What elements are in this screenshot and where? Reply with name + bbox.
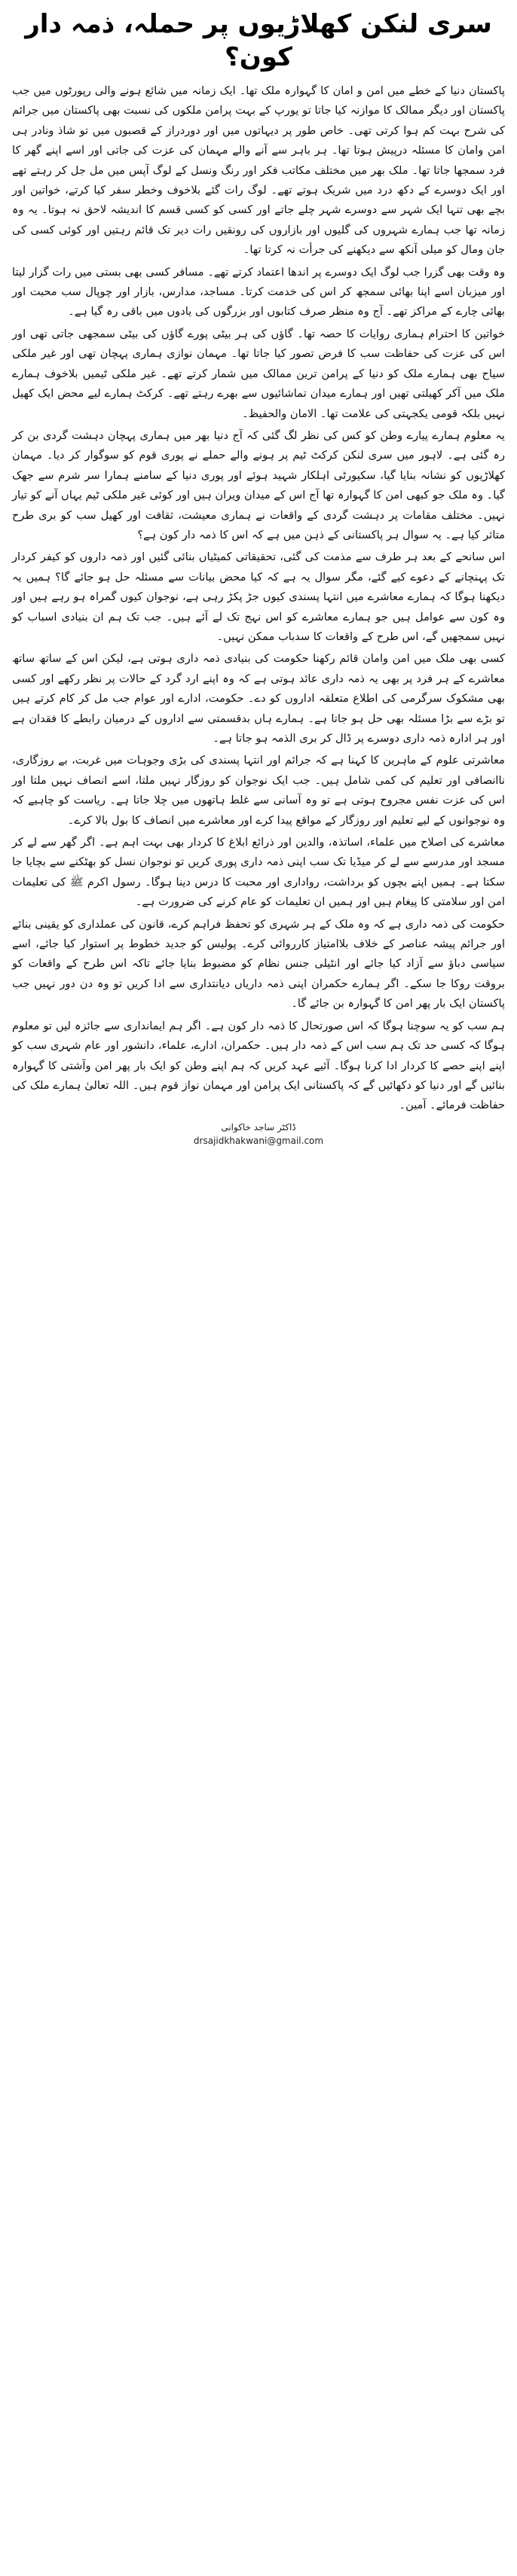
author-email: drsajidkhakwani@gmail.com <box>193 1135 324 1146</box>
article-body <box>12 81 505 1116</box>
article-paragraph: یہ معلوم ہمارے پیارے وطن کو کس کی نظر لگ گئی کہ آج دنیا بھر میں ہماری پہچان دہشت گردی بن کر رہ گئی ہے۔ لاہور میں سری لنکن کرکٹ ٹیم پر ہونے والے حملے نے پوری قوم کو سوگوار کر دیا۔ مہمان کھلاڑیوں کو نشانہ بنایا گیا، سکیورٹی اہلکار شہید ہوئے اور پوری دنیا کے سامنے ہمارا سر شرم سے جھک گیا۔ وہ ملک جو کبھی امن کا گہوارہ تھا آج اس کے میدان ویران ہیں اور کوئی غیر ملکی ٹیم یہاں آنے کو تیار نہیں۔ مختلف مقامات پر دہشت گردی کے واقعات نے ہماری معیشت، ثقافت اور کھیل سب کو بری طرح متاثر کیا ہے۔ یہ سوال ہر پاکستانی کے ذہن میں ہے کہ اس کا ذمہ دار کون ہے؟ <box>12 428 505 541</box>
article-paragraph: اس سانحے کے بعد ہر طرف سے مذمت کی گئی، تحقیقاتی کمیٹیاں بنائی گئیں اور ذمہ داروں کو کیفر کردار تک پہنچانے کے دعوے کیے گئے، مگر سوال یہ ہے کہ کیا محض بیانات سے مسئلہ حل ہو جائے گا؟ ہمیں یہ دیکھنا ہوگا کہ ہمارے معاشرے میں انتہا پسندی کیوں جڑ پکڑ رہی ہے، نوجوان کیوں گمراہ ہو رہے ہیں اور وہ کون سے عوامل ہیں جو ہمارے معاشرے کو اس نہج تک لے آئے ہیں۔ جب تک ہم ان بنیادی اسباب کو نہیں سمجھیں گے، اس طرح کے واقعات کا سدباب ممکن نہیں۔ <box>12 550 505 643</box>
article-paragraph: خواتین کا احترام ہماری روایات کا حصہ تھا۔ گاؤں کی ہر بیٹی پورے گاؤں کی بیٹی سمجھی جاتی تھی اور اس کی عزت کی حفاظت سب کا فرض تصور کیا جاتا تھا۔ مہمان نوازی ہماری پہچان تھی اور غیر ملکی سیاح بھی ہمارے ملک کو دنیا کے پرامن ترین ممالک میں شمار کرتے تھے۔ غیر ملکی ٹیمیں بلاخوف ہمارے ملک میں آکر کھیلتی تھیں اور ہمارے میدان تماشائیوں سے بھرے رہتے تھے۔ کرکٹ ہمارے لیے محض ایک کھیل نہیں بلکہ قومی یکجہتی کی علامت تھا۔ الامان والحفیظ۔ <box>12 327 505 420</box>
article-paragraph: حکومت کی ذمہ داری ہے کہ وہ ملک کے ہر شہری کو تحفظ فراہم کرے، قانون کی عملداری کو یقینی بنائے اور جرائم پیشہ عناصر کے خلاف بلاامتیاز کارروائی کرے۔ پولیس کو جدید خطوط پر استوار کیا جائے، اسے سیاسی دباؤ سے آزاد کیا جائے اور انٹیلی جنس نظام کو مضبوط بنایا جائے تاکہ اس طرح کے واقعات کو بروقت روکا جا سکے۔ اگر ہمارے حکمران اپنی ذمہ داریاں دیانتداری سے ادا کریں تو وہ دن دور نہیں جب پاکستان ایک بار پھر امن کا گہوارہ بن جائے گا۔ <box>12 917 505 1011</box>
author-byline: ڈاکٹر ساجد خاکوانی <box>221 1121 296 1133</box>
article-paragraph: معاشرتی علوم کے ماہرین کا کہنا ہے کہ جرائم اور انتہا پسندی کی بڑی وجوہات میں غربت، بے روزگاری، ناانصافی اور تعلیم کی کمی شامل ہیں۔ جب ایک نوجوان کو روزگار نہیں ملتا، اسے انصاف نہیں ملتا اور اس کی عزت نفس مجروح ہوتی ہے تو وہ آسانی سے غلط ہاتھوں میں چلا جاتا ہے۔ ریاست کو چاہیے کہ وہ نوجوانوں کے لیے تعلیم اور روزگار کے مواقع پیدا کرے اور معاشرے میں انصاف کا بول بالا کرے۔ <box>12 754 505 827</box>
article-paragraph: معاشرے کی اصلاح میں علماء، اساتذہ، والدین اور ذرائع ابلاغ کا کردار بھی بہت اہم ہے۔ اگر گھر سے لے کر مسجد اور مدرسے سے لے کر میڈیا تک سب اپنی ذمہ داری پوری کریں تو نوجوان نسل کو بھٹکنے سے بچایا جا سکتا ہے۔ ہمیں اپنے بچوں کو برداشت، رواداری اور محبت کا درس دینا ہوگا۔ رسول اکرم ﷺ کی تعلیمات امن اور سلامتی کا پیغام ہیں اور ہمیں ان تعلیمات کو عام کرنے کی ضرورت ہے۔ <box>12 836 505 909</box>
article-paragraph: وہ وقت بھی گزرا جب لوگ ایک دوسرے پر اندھا اعتماد کرتے تھے۔ مسافر کسی بھی بستی میں رات گزار لیتا اور میزبان اسے اپنا بھائی سمجھ کر اس کی خدمت کرتا۔ مساجد، مدارس، بازار اور چوپال سب محبت اور بھائی چارے کے مراکز تھے۔ آج وہ منظر صرف کتابوں اور بزرگوں کی یادوں میں باقی رہ گیا ہے۔ <box>12 265 505 319</box>
article-paragraph: کسی بھی ملک میں امن وامان قائم رکھنا حکومت کی بنیادی ذمہ داری ہوتی ہے، لیکن اس کے ساتھ ساتھ معاشرے کے ہر فرد پر بھی یہ ذمہ داری عائد ہوتی ہے کہ وہ اپنے ارد گرد کے حالات پر نظر رکھے اور کسی بھی مشکوک سرگرمی کی اطلاع متعلقہ اداروں کو دے۔ حکومت، ادارے اور عوام جب مل کر کام کرتے ہیں تو بڑے سے بڑا مسئلہ بھی حل ہو جاتا ہے۔ ہمارے ہاں بدقسمتی سے اداروں کے درمیان رابطے کا فقدان ہے اور ہر ادارہ ذمہ داری دوسرے پر ڈال کر بری الذمہ ہو جاتا ہے۔ <box>12 652 505 745</box>
article-paragraph: ہم سب کو یہ سوچنا ہوگا کہ اس صورتحال کا ذمہ دار کون ہے۔ اگر ہم ایمانداری سے جائزہ لیں تو معلوم ہوگا کہ کسی حد تک ہم سب اس کے ذمہ دار ہیں۔ حکمران، ادارے، علماء، دانشور اور عام شہری سب کو اپنے اپنے حصے کا کردار ادا کرنا ہوگا۔ آئیے عہد کریں کہ ہم اپنے وطن کو ایک بار پھر امن وآشتی کا گہوارہ بنائیں گے اور دنیا کو دکھائیں گے کہ پاکستانی ایک پرامن اور مہمان نواز قوم ہیں۔ اللہ تعالیٰ ہمارے ملک کی حفاظت فرمائے۔ آمین۔ <box>12 1019 505 1112</box>
article-paragraph: پاکستان دنیا کے خطے میں امن و امان کا گہوارہ ملک تھا۔ ایک زمانہ میں شائع ہونے والی رپورٹوں میں جب پاکستان اور دیگر ممالک کا موازنہ کیا جاتا تو یورپ کے بہت پرامن ملکوں کی نسبت بھی پاکستان میں جرائم کی شرح بہت کم ہوا کرتی تھی۔ خاص طور پر دیہاتوں میں اور دوردراز کے قصبوں میں تو شاذ ونادر ہی امن وامان کا مسئلہ درپیش ہوتا تھا۔ ہر باہر سے آنے والے مہمان کی عزت کی جاتی اور اسے اپنے گھر کا فرد سمجھا جاتا تھا۔ ملک بھر میں مختلف مکاتب فکر اور رنگ ونسل کے لوگ آپس میں مل جل کر رہتے تھے اور ایک دوسرے کے دکھ درد میں شریک ہوتے تھے۔ لوگ رات گئے بلاخوف وخطر سفر کیا کرتے، خواتین اور بچے بھی تنہا ایک شہر سے دوسرے شہر چلے جاتے اور کسی کو کسی قسم کا اندیشہ لاحق نہ ہوتا۔ یہ وہ زمانہ تھا جب ہمارے شہروں کی گلیوں اور بازاروں کی رونقیں رات دیر تک قائم رہتیں اور کوئی کسی کی جان ومال کو میلی آنکھ سے دیکھنے کی جرأت نہ کرتا تھا۔ <box>12 84 505 257</box>
article-headline: سری لنکن کھلاڑیوں پر حملہ، ذمہ دار کون؟ <box>25 9 492 72</box>
